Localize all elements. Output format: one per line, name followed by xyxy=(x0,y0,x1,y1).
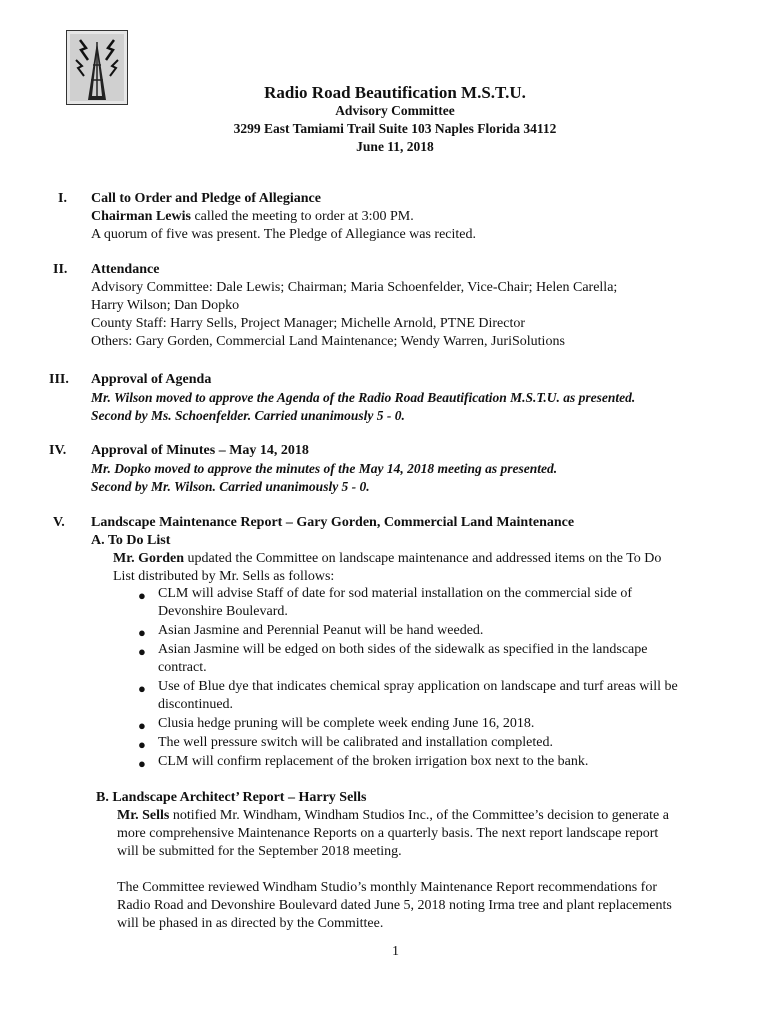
motion-text: Mr. Wilson moved to approve the Agenda of the Radio Road Beautification M.S.T.U. as presented. xyxy=(91,390,636,405)
section-numeral: IV. xyxy=(49,443,67,458)
section-text: more comprehensive Maintenance Reports on a quarterly basis. The next report landscape report xyxy=(117,826,659,841)
speaker-name: Chairman Lewis xyxy=(91,209,191,224)
bullet-icon: ● xyxy=(138,756,146,771)
bullet-text: Use of Blue dye that indicates chemical spray application on landscape and turf areas will be xyxy=(158,679,678,694)
section-text xyxy=(113,551,661,567)
motion-text: Second by Mr. Wilson. Carried unanimously 5 - 0. xyxy=(91,479,370,494)
section-numeral: I. xyxy=(58,191,67,206)
subsection-heading: B. Landscape Architect’ Report – Harry Sells xyxy=(96,790,367,805)
bullet-icon: ● xyxy=(138,588,146,603)
section-text: Radio Road and Devonshire Boulevard dated June 5, 2018 noting Irma tree and plant replacements xyxy=(117,898,672,913)
document-title: Radio Road Beautification M.S.T.U. xyxy=(264,83,526,102)
address: 3299 East Tamiami Trail Suite 103 Naples Florida 34112 xyxy=(233,121,557,136)
section-text: County Staff: Harry Sells, Project Manager; Michelle Arnold, PTNE Director xyxy=(91,316,526,331)
section-text: will be phased in as directed by the Committee. xyxy=(117,916,384,931)
bullet-text: Clusia hedge pruning will be complete week ending June 16, 2018. xyxy=(158,716,535,731)
section-text xyxy=(117,808,669,824)
text-run: called the meeting to order at 3:00 PM. xyxy=(190,209,414,224)
text-run: notified Mr. Windham, Windham Studios Inc., of the Committee’s decision to generate a xyxy=(169,808,669,823)
bullet-text: The well pressure switch will be calibrated and installation completed. xyxy=(158,735,553,750)
section-text xyxy=(91,209,414,225)
bullet-text: Asian Jasmine will be edged on both sides of the sidewalk as specified in the landscape xyxy=(158,642,648,657)
section-text: will be submitted for the September 2018 meeting. xyxy=(117,844,402,859)
section-heading: Call to Order and Pledge of Allegiance xyxy=(91,191,321,206)
bullet-text: contract. xyxy=(158,660,207,675)
section-text: Harry Wilson; Dan Dopko xyxy=(91,298,240,313)
section-numeral: II. xyxy=(53,262,68,277)
motion-text: Second by Ms. Schoenfelder. Carried unanimously 5 - 0. xyxy=(91,408,405,423)
section-text: Advisory Committee: Dale Lewis; Chairman; Maria Schoenfelder, Vice-Chair; Helen Carella; xyxy=(91,280,618,295)
committee-name: Advisory Committee xyxy=(335,103,455,118)
section-text: List distributed by Mr. Sells as follows: xyxy=(113,569,335,584)
bullet-text: Devonshire Boulevard. xyxy=(158,604,288,619)
section-numeral: V. xyxy=(53,515,65,530)
section-text: The Committee reviewed Windham Studio’s monthly Maintenance Report recommendations for xyxy=(117,880,657,895)
bullet-icon: ● xyxy=(138,625,146,640)
section-text: A quorum of five was present. The Pledge of Allegiance was recited. xyxy=(91,227,477,242)
section-numeral: III. xyxy=(49,372,69,387)
text-run: updated the Committee on landscape maintenance and addressed items on the To Do xyxy=(184,551,662,566)
section-heading: Approval of Agenda xyxy=(91,372,212,387)
bullet-icon: ● xyxy=(138,681,146,696)
section-heading: Attendance xyxy=(91,262,160,277)
section-heading: Landscape Maintenance Report – Gary Gorden, Commercial Land Maintenance xyxy=(91,515,575,530)
bullet-text: discontinued. xyxy=(158,697,234,712)
bullet-icon: ● xyxy=(138,737,146,752)
section-text: Others: Gary Gorden, Commercial Land Maintenance; Wendy Warren, JuriSolutions xyxy=(91,334,565,349)
meeting-date: June 11, 2018 xyxy=(356,139,434,154)
bullet-text: CLM will advise Staff of date for sod material installation on the commercial side of xyxy=(158,586,633,601)
motion-text: Mr. Dopko moved to approve the minutes of the May 14, 2018 meeting as presented. xyxy=(91,461,558,476)
page-number: 1 xyxy=(392,944,399,959)
bullet-icon: ● xyxy=(138,718,146,733)
bullet-text: Asian Jasmine and Perennial Peanut will be hand weeded. xyxy=(158,623,484,638)
speaker-name: Mr. Sells xyxy=(117,808,170,823)
speaker-name: Mr. Gorden xyxy=(113,551,185,566)
bullet-text: CLM will confirm replacement of the broken irrigation box next to the bank. xyxy=(158,754,589,769)
section-heading: Approval of Minutes – May 14, 2018 xyxy=(91,443,309,458)
subsection-heading: A. To Do List xyxy=(91,533,171,548)
bullet-icon: ● xyxy=(138,644,146,659)
